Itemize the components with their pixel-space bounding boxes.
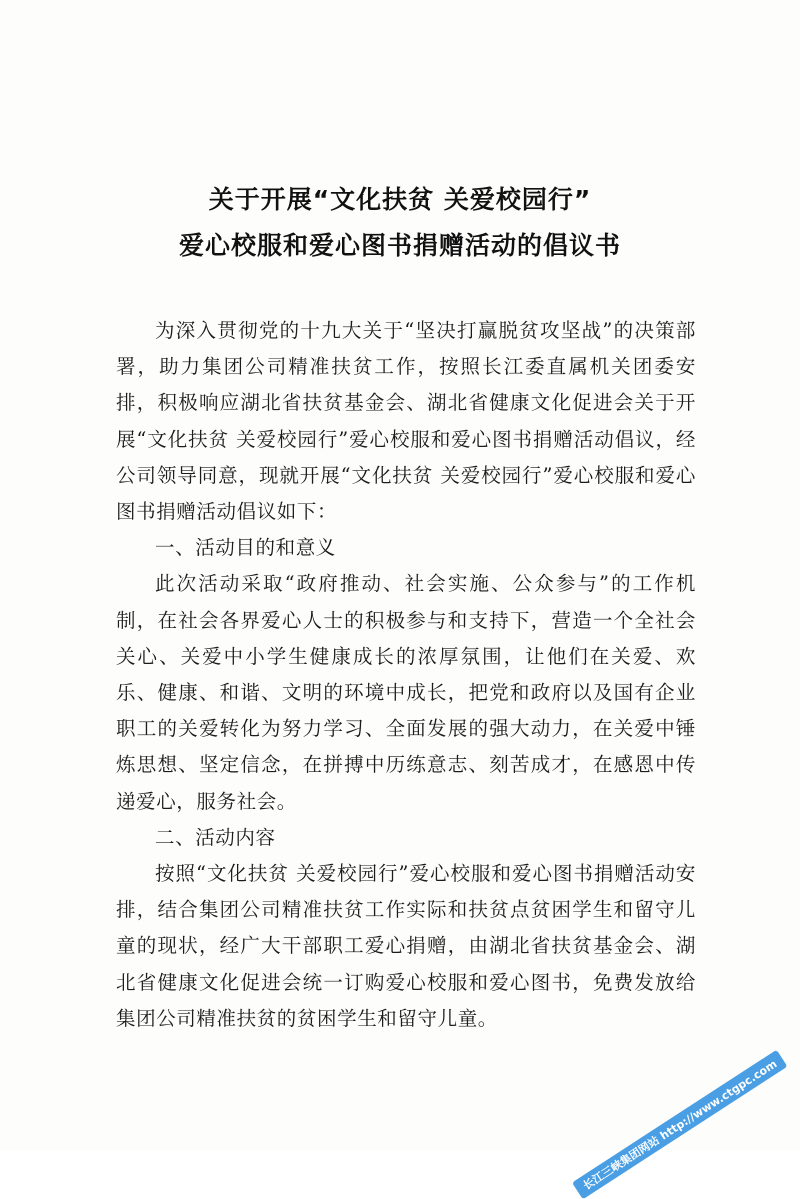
section1-paragraph: 此次活动采取“政府推动、社会实施、公众参与”的工作机制，在社会各界爱心人士的积极参与和支持下，营造一个全社会关心、关爱中小学生健康成长的浓厚氛围，让他们在关爱、欢乐、健康、和谐、文明的环境中成长，把党和政府以及国有企业职工的关爱转化为努力学习、全面发展的强大动力，在关爱中锤炼思想、坚定信念，在拼搏中历练意志、刻苦成才，在感恩中传递爱心，服务社会。	[116, 572, 696, 813]
intro-paragraph: 为深入贯彻党的十九大关于“坚决打赢脱贫攻坚战”的决策部署，助力集团公司精准扶贫工作，按照长江委直属机关团委安排，积极响应湖北省扶贫基金会、湖北省健康文化促进会关于开展“文化扶贫 关爱校园行”爱心校服和爱心图书捐赠活动倡议，经公司领导同意，现就开展“文化扶贫 关爱校园行”爱心校服和爱心图书捐赠活动倡议如下：	[116, 319, 696, 524]
document-title-line2: 爱心校服和爱心图书捐赠活动的倡议书	[178, 231, 621, 260]
section1-heading: 一、活动目的和意义	[155, 536, 336, 560]
section2-heading: 二、活动内容	[155, 825, 276, 849]
document-title-line1: 关于开展“文化扶贫 关爱校园行”	[208, 185, 592, 214]
section2-paragraph: 按照“文化扶贫 关爱校园行”爱心校服和爱心图书捐赠活动安排，结合集团公司精准扶贫工作实际和扶贫点贫困学生和留守儿童的现状，经广大干部职工爱心捐赠，由湖北省扶贫基金会、湖北省健康文化促进会统一订购爱心校服和爱心图书，免费发放给集团公司精准扶贫的贫困学生和留守儿童。	[116, 862, 696, 1030]
document-body	[116, 313, 696, 1037]
site-watermark: 长江三峡集团网站 http://www.ctgpc.com	[572, 1050, 788, 1199]
